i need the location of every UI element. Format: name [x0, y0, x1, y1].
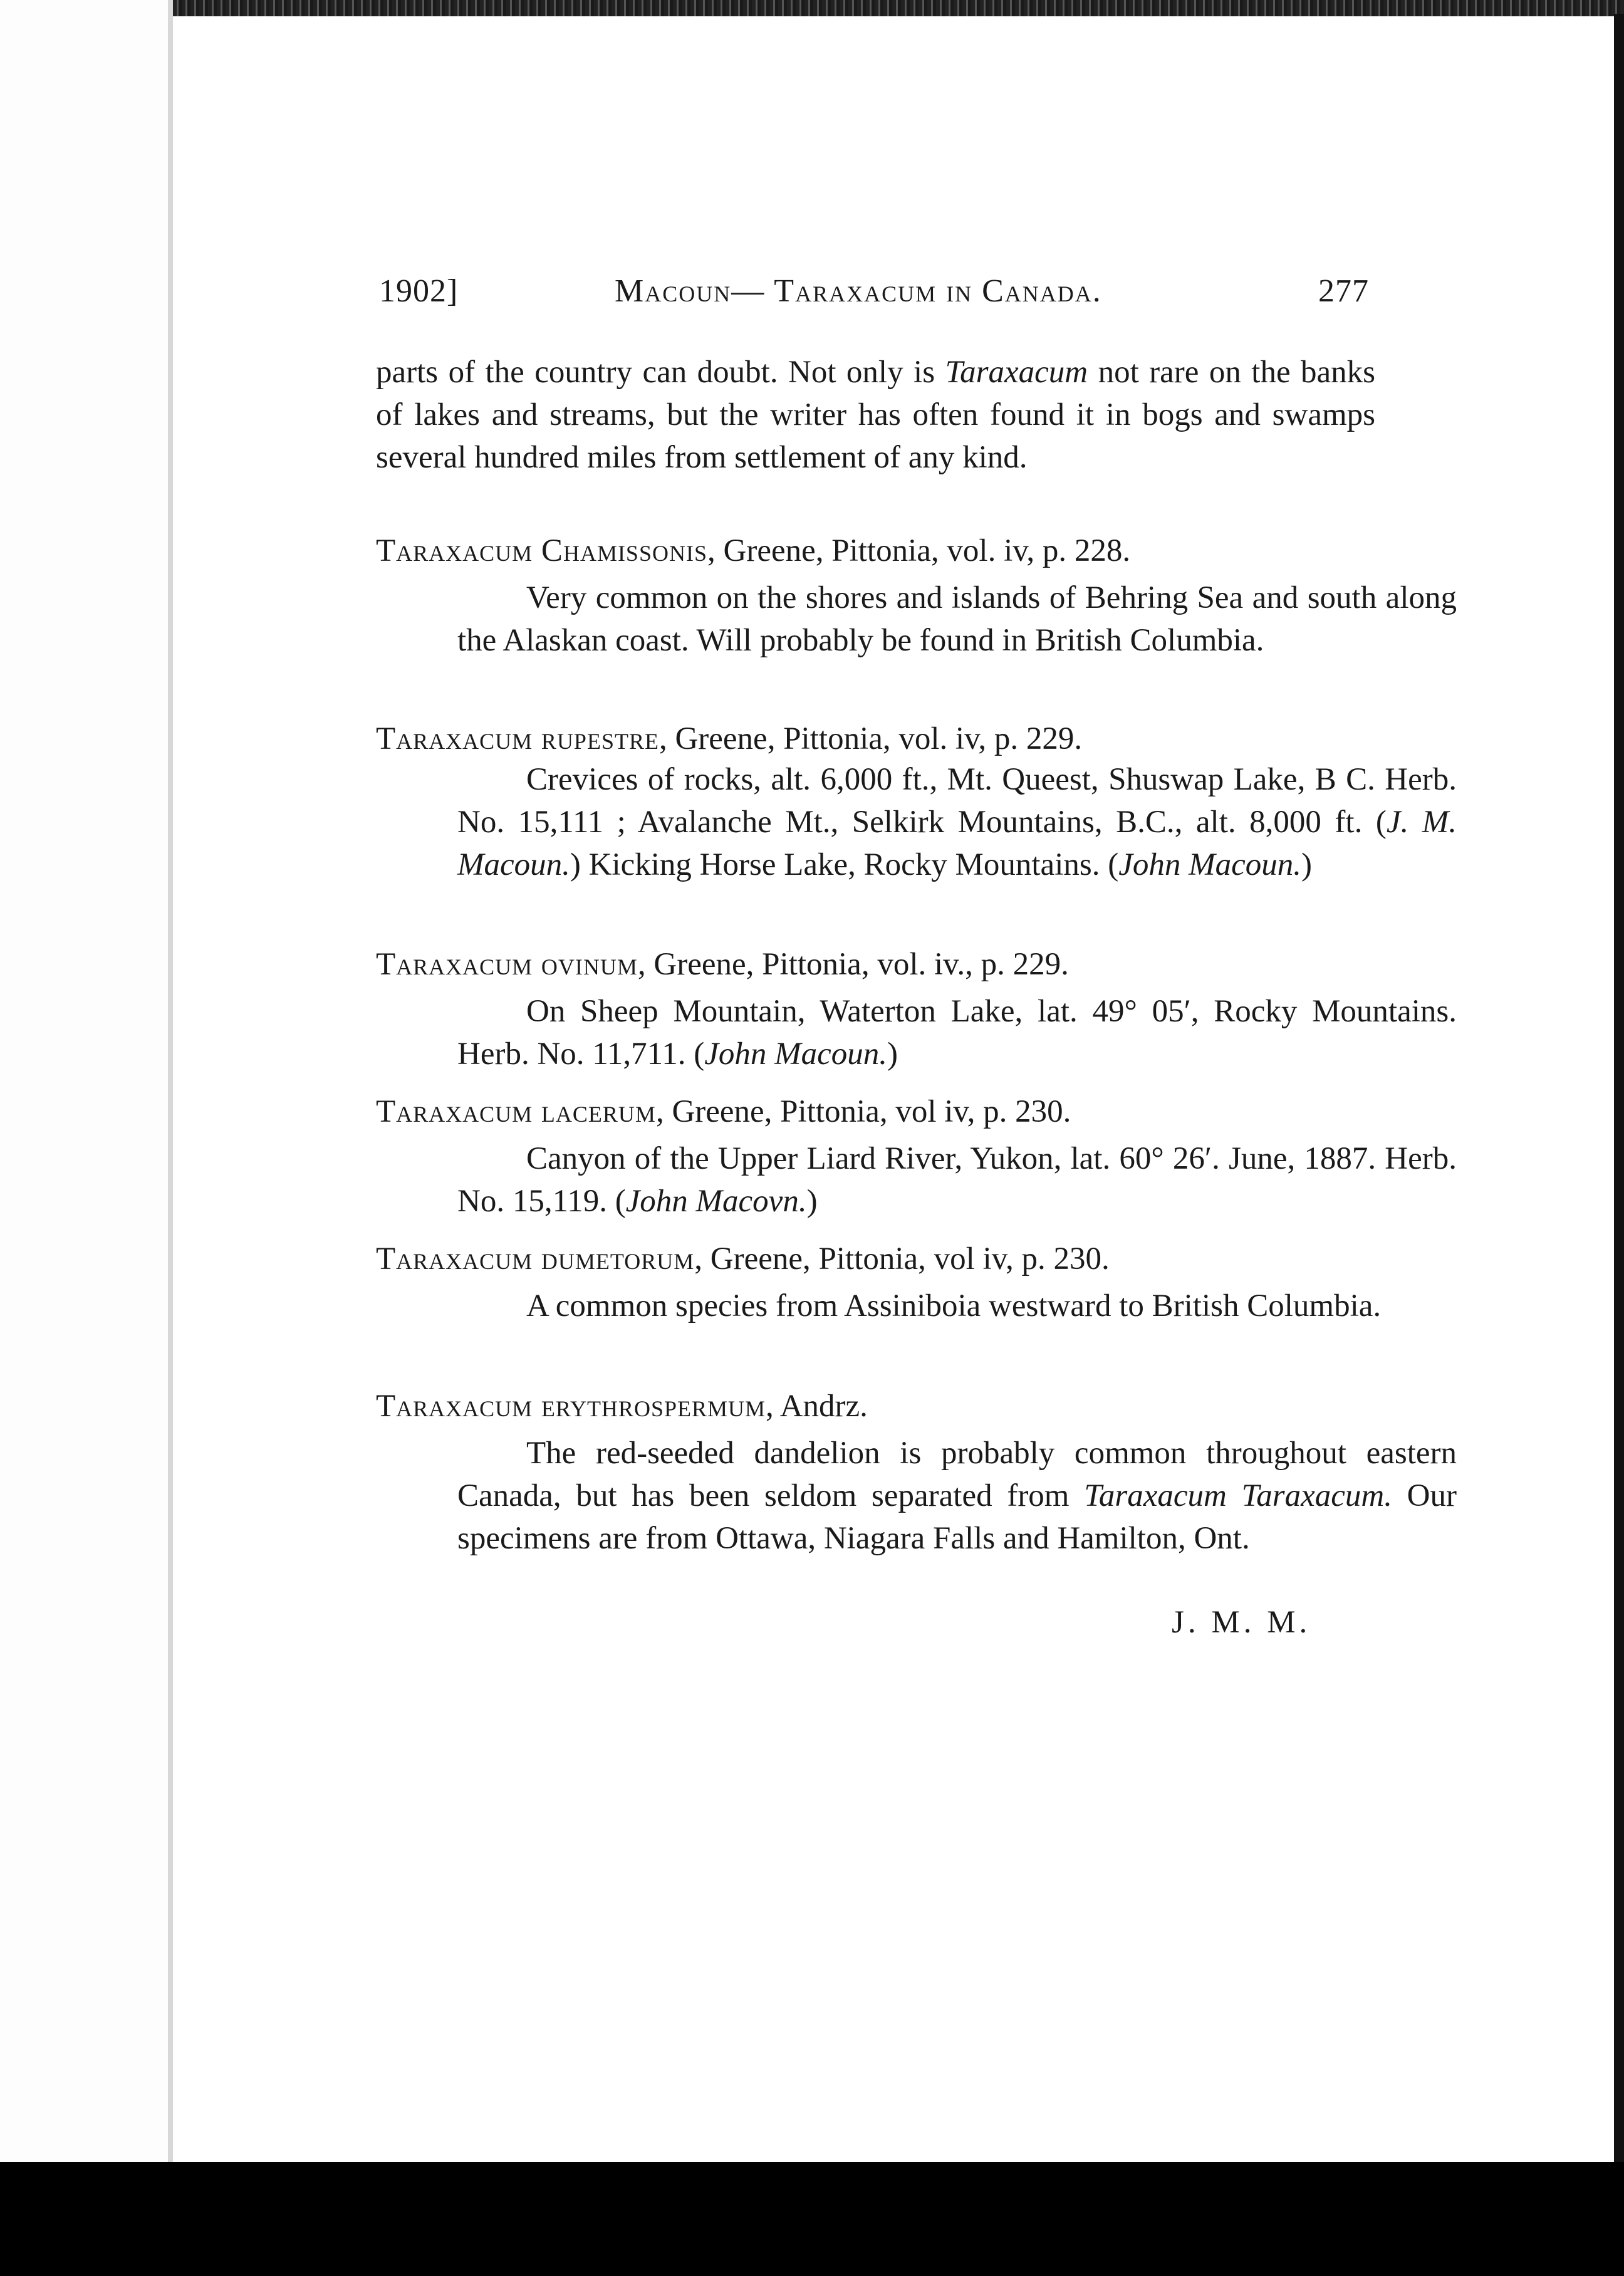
scan-right-edge: [1614, 14, 1624, 2162]
entry-lacerum-body: Canyon of the Upper Liard River, Yukon, lat. 60° 26′. June, 1887. Herb. No. 15,119. (John Macovn.): [457, 1141, 1457, 1219]
scan-top-edge: [173, 0, 1624, 16]
entry-rupestre-heading: Taraxacum rupestre, Greene, Pittonia, vol. iv, p. 229.: [376, 721, 1083, 756]
species-name: Taraxacum lacerum: [376, 1094, 656, 1129]
left-page-margin: [0, 0, 168, 2162]
species-name: Taraxacum dumetorum: [376, 1241, 695, 1276]
entry-chamissonis-heading: Taraxacum Chamissonis, Greene, Pittonia, vol. iv, p. 228.: [376, 533, 1131, 568]
book-page: [173, 14, 1614, 2162]
page-number: 277: [1318, 273, 1369, 309]
entry-lacerum-heading: Taraxacum lacerum, Greene, Pittonia, vol iv, p. 230.: [376, 1094, 1071, 1129]
author-initials: J. M. M.: [1172, 1605, 1311, 1640]
scan-bottom-band: [0, 2162, 1624, 2276]
species-italic: Taraxacum Taraxacum.: [1084, 1478, 1392, 1513]
entry-dumetorum-body: A common species from Assiniboia westward to British Columbia.: [526, 1288, 1382, 1323]
entry-erythrospermum-heading: Taraxacum erythrospermum, Andrz.: [376, 1389, 868, 1424]
species-name: Taraxacum Chamissonis: [376, 533, 707, 568]
genus-name: Taraxacum: [945, 355, 1088, 390]
entry-dumetorum-heading: Taraxacum dumetorum, Greene, Pittonia, vol iv, p. 230.: [376, 1241, 1110, 1276]
entry-rupestre-body: Crevices of rocks, alt. 6,000 ft., Mt. Queest, Shuswap Lake, B C. Herb. No. 15,111 ; Avalanche Mt., Selkirk Mountains, B.C., alt. 8,000 ft. (J. M. Macoun.) Kicking Horse Lake, Rocky Mountains. (John Macoun.): [457, 762, 1457, 882]
species-name: Taraxacum erythrospermum: [376, 1389, 766, 1424]
collector-name: John Macoun.: [1118, 847, 1301, 882]
collector-name: John Macovn.: [625, 1184, 807, 1219]
entry-erythrospermum-body: The red-seeded dandelion is probably common throughout eastern Canada, but has been seldom separated from Taraxacum Taraxacum. Our specimens are from Ottawa, Niagara Falls and Hamilton, Ont.: [457, 1436, 1457, 1556]
collector-name: John Macoun.: [704, 1036, 887, 1072]
species-name: Taraxacum rupestre: [376, 721, 659, 756]
running-head: [379, 273, 1369, 316]
running-head-year: 1902]: [379, 273, 459, 309]
entry-chamissonis-body: Very common on the shores and islands of Behring Sea and south along the Alaskan coast. Will probably be found in British Columbia.: [457, 580, 1457, 658]
species-name: Taraxacum ovinum: [376, 947, 638, 982]
intro-paragraph: parts of the country can doubt. Not only is Taraxacum not rare on the banks of lakes and streams, but the writer has often found it in bogs and swamps several hundred miles from settlement of any kind.: [376, 355, 1376, 475]
collector-name: J. M. Macoun.: [457, 805, 1457, 882]
page-gutter: [168, 0, 173, 2162]
entry-ovinum-heading: Taraxacum ovinum, Greene, Pittonia, vol. iv., p. 229.: [376, 947, 1069, 982]
running-head-title: Macoun— Taraxacum in Canada.: [615, 273, 1102, 309]
entry-ovinum-body: On Sheep Mountain, Waterton Lake, lat. 49° 05′, Rocky Mountains. Herb. No. 11,711. (John Macoun.): [457, 994, 1457, 1072]
